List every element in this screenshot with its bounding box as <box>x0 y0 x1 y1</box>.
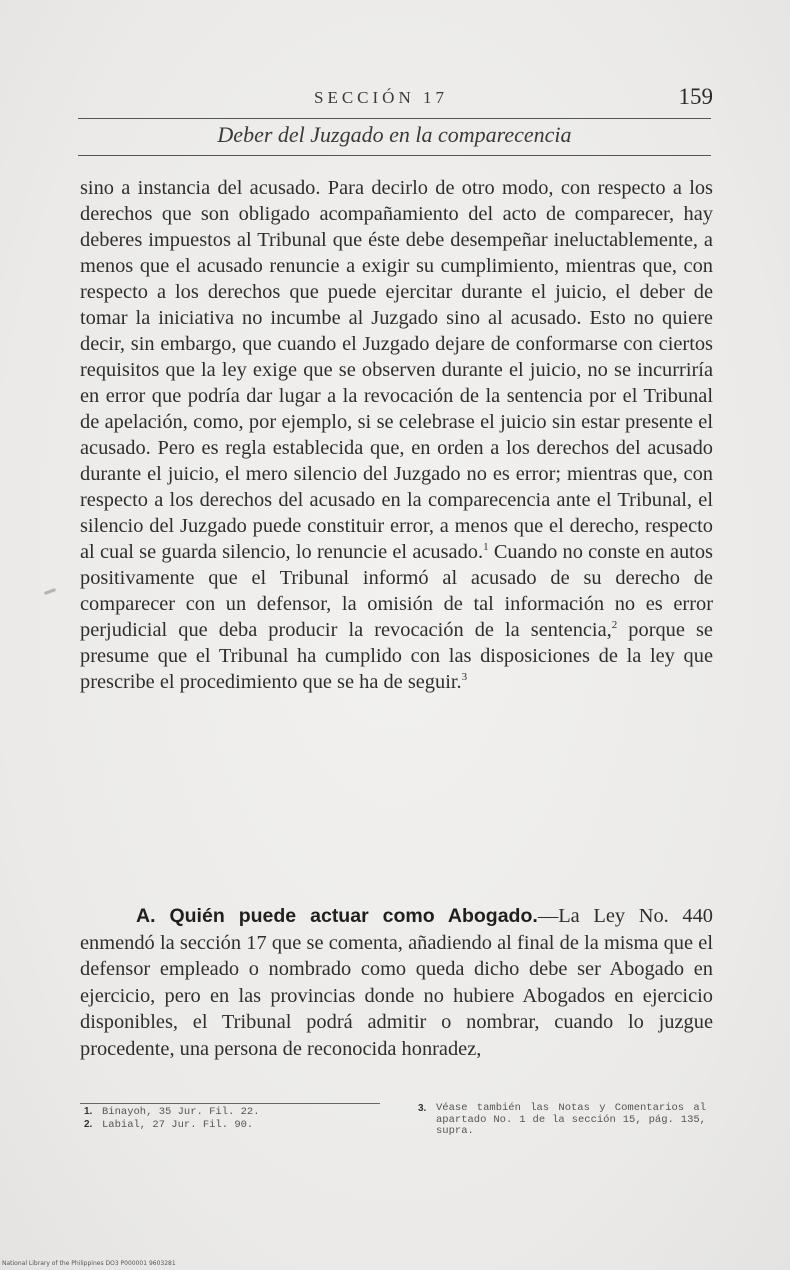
section-a-heading: A. Quién puede actuar como Abogado. <box>136 905 538 927</box>
footnote-ref-2: 2 <box>611 619 618 631</box>
running-title: Deber del Juzgado en la comparecencia <box>217 122 572 147</box>
footnote-2 <box>84 1119 384 1132</box>
section-a-text: —La Ley No. 440 enmendó la sección 17 que se comenta, añadiendo al final de la misma que el defensor empleado o nombrado como queda dicho debe ser Abogado en ejercicio, pero en las provincias donde no hubiere Abogados en ejercicio disponibles, el Tribunal podrá admitir o nombrar, cuando lo juzgue procedente, una persona de reconocida honradez, <box>80 905 714 1060</box>
footnote-number: 3. <box>418 1103 427 1114</box>
body-text-part-c: porque se presume que el Tribunal ha cumplido con las disposiciones de la ley que prescribe el procedimiento que se ha de seguir. <box>80 619 713 693</box>
body-text-part-a: sino a instancia del acusado. Para decirlo de otro modo, con respecto a los derechos que son obligado acompañamiento del acto de comparecer, hay deberes impuestos al Tribunal que éste debe desempeñar ineluctablemente, a menos que el acusado renuncie a exigir su cumplimiento, mientras que, con respecto a los derechos que puede ejercitar durante el juicio, el deber de tomar la iniciativa no incumbe al Juzgado sino al acusado. Esto no quiere decir, sin embargo, que cuando el Juzgado dejare de conformarse con ciertos requisitos que la ley exige que se observen durante el juicio, no se incurriría en error que podría dar lugar a la revocación de la sentencia por el Tribunal de apelación, como, por ejemplo, si se celebrase el juicio sin estar presente el acusado. Pero es regla establecida que, en orden a los derechos del acusado durante el juicio, el mero silencio del Juzgado no es error; mientras que, con respecto a los derechos del acusado en la comparecencia ante el Tribunal, el silencio del Juzgado puede constituir error, a menos que el derecho, respecto al cual se guarda silencio, lo renuncie el acusado. <box>80 177 713 563</box>
paper-speck <box>44 588 56 595</box>
header-rule-bottom <box>78 155 711 156</box>
footnote-text: Véase también las Notas y Comentarios al apartado No. 1 de la sección 15, pág. 135, supra. <box>436 1102 706 1137</box>
header-rule-top <box>78 118 711 119</box>
footnote-rule <box>80 1103 380 1104</box>
footnote-number: 2. <box>84 1118 93 1130</box>
footnote-ref-3: 3 <box>461 671 468 683</box>
footnotes-right <box>418 1103 718 1138</box>
footnote-text: Binayoh, 35 Jur. Fil. 22. <box>102 1106 260 1118</box>
library-stamp: National Library of the Philippines DO3 P000001 9603281 <box>2 1260 176 1267</box>
footnote-ref-1: 1 <box>483 541 489 553</box>
body-paragraph <box>80 175 713 695</box>
body-text-part-b: Cuando no conste en autos positivamente que el Tribunal informó al acusado de su derecho de comparecer con un defensor, la omisión de tal información no es error perjudicial que deba producir la revocación de la sentencia, <box>80 541 713 641</box>
section-a-paragraph <box>80 903 713 1062</box>
footnote-3 <box>418 1103 718 1138</box>
section-label: SECCIÓN 17 <box>314 88 448 107</box>
page-header <box>78 84 713 114</box>
page-number: 159 <box>678 84 713 109</box>
footnote-1 <box>84 1106 384 1119</box>
footnotes-left <box>84 1106 384 1131</box>
footnote-number: 1. <box>84 1106 93 1117</box>
footnote-text: Labial, 27 Jur. Fil. 90. <box>102 1118 254 1131</box>
